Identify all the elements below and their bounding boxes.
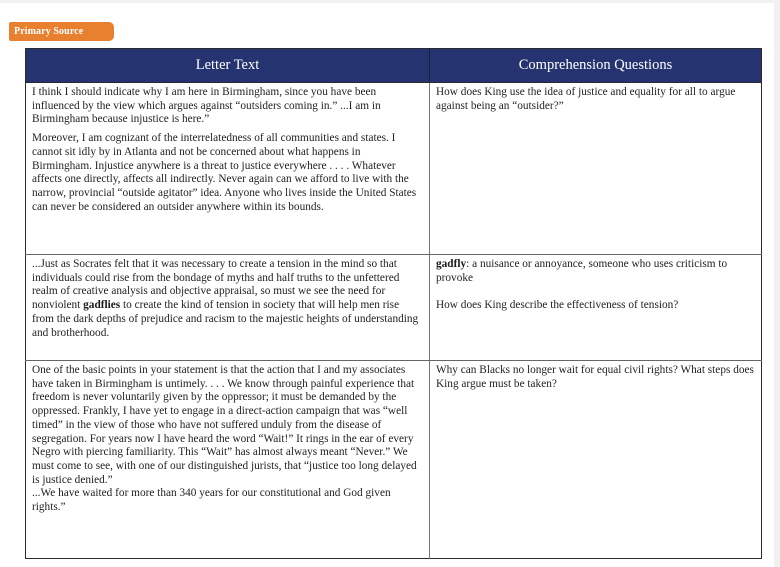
- primary-source-tab: Primary Source: [9, 22, 114, 41]
- header-letter-text: Letter Text: [26, 49, 430, 83]
- table-row: [26, 361, 762, 559]
- vocab-term: gadfly: [436, 258, 467, 270]
- table-header-row: [26, 49, 762, 83]
- letter-paragraph: I think I should indicate why I am here in Birmingham, since you have been influenced by the view which argues against “outsiders coming in.” ...I am in Birmingham because injustice is here.”: [32, 86, 381, 126]
- comprehension-question: How does King use the idea of justice and equality for all to argue against being an “outsider?”: [436, 86, 736, 112]
- letter-table: [25, 48, 762, 559]
- document-page: [0, 3, 774, 567]
- letter-paragraph: One of the basic points in your statement is that the action that I and my associates have taken in Birmingham is untimely. . . . We know through painful experience that freedom is never voluntarily given by the oppressor; it must be demanded by the oppressed. Frankly, I have yet to engage in a direct-action campaign that was “well timed” in the view of those who have not suffered unduly from the disease of segregation. For years now I have heard the word “Wait!” It rings in the ear of every Negro with piercing familiarity. This “Wait” has almost always meant “Never.” We must come to see, with one of our distinguished jurists, that “justice too long delayed is justice denied.”: [32, 364, 417, 486]
- vocab-word-gadflies: gadflies: [83, 299, 121, 312]
- question-cell: [430, 255, 762, 361]
- vocab-definition-text: : a nuisance or annoyance, someone who uses criticism to provoke: [436, 258, 728, 284]
- header-comprehension-questions: Comprehension Questions: [430, 49, 762, 83]
- letter-text-before: ...Just as Socrates felt that it was necessary to create a tension in the mind so that individuals could rise from the bondage of myths and half truths to the unfettered realm of creative analysis and objective appraisal, so must we see the need for nonviolent: [32, 258, 400, 312]
- letter-paragraph: Moreover, I am cognizant of the interrelatedness of all communities and states. I cannot sit idly by in Atlanta and not be concerned about what happens in Birmingham. Injustice anywhere is a threat to justice everywhere . . . . Whatever affects one directly, affects all indirectly. Never again can we afford to live with the narrow, provincial “outside agitator” idea. Anyone who lives inside the United States can never be considered an outsider anywhere within its bounds.: [32, 132, 417, 213]
- question-cell: [430, 361, 762, 559]
- letter-text-cell: [26, 83, 430, 255]
- letter-paragraph: [32, 258, 423, 340]
- comprehension-question: Why can Blacks no longer wait for equal civil rights? What steps does King argue must be taken?: [436, 364, 754, 390]
- letter-paragraph: ...We have waited for more than 340 years for our constitutional and God given rights.”: [32, 487, 391, 514]
- question-cell: [430, 83, 762, 255]
- letter-text-cell: [26, 361, 430, 559]
- vocab-definition: [436, 258, 755, 285]
- comprehension-question: How does King describe the effectiveness of tension?: [436, 299, 679, 312]
- letter-text-cell: [26, 255, 430, 361]
- letter-text-after: to create the kind of tension in society that will help men rise from the dark depths of prejudice and racism to the majestic heights of understanding and brotherhood.: [32, 299, 419, 339]
- table-row: [26, 255, 762, 361]
- table-row: [26, 83, 762, 255]
